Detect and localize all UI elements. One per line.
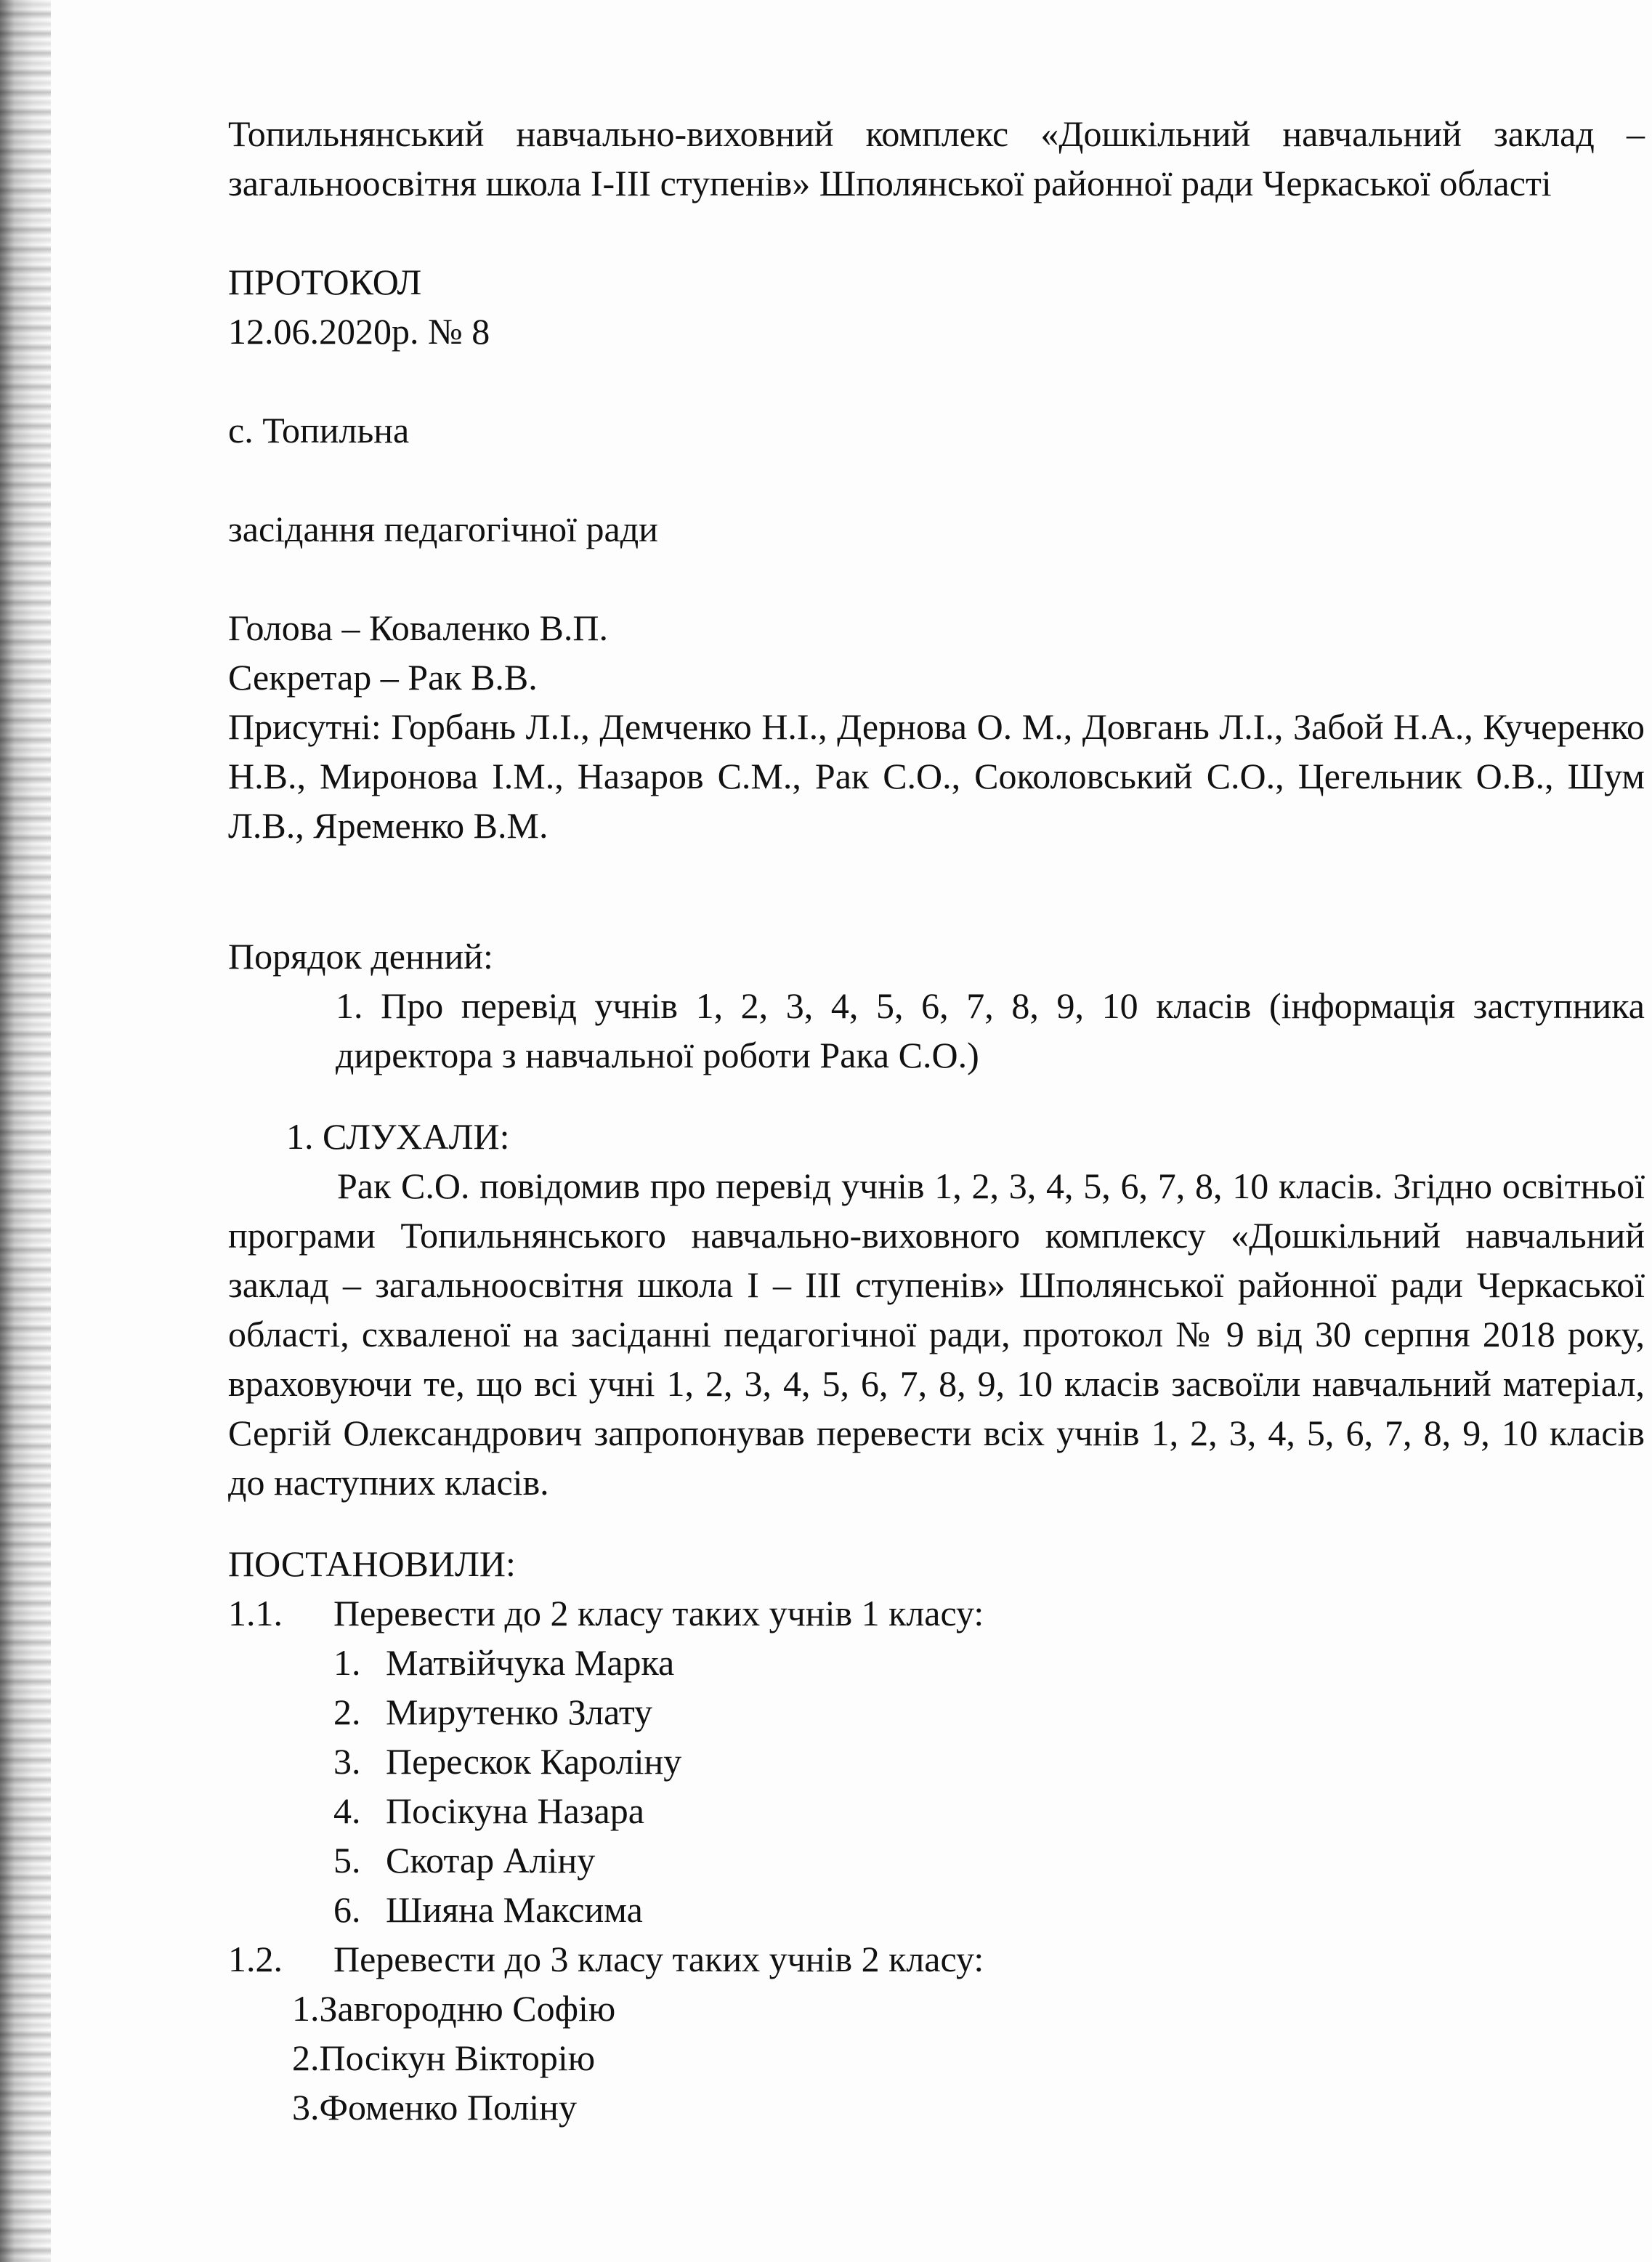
student-name: Посікуна Назара [386, 1790, 644, 1831]
list-item [333, 1786, 1645, 1835]
student-name: Перескок Кароліну [386, 1741, 682, 1782]
list-item-number: 6. [333, 1889, 361, 1930]
list-item: 1.Завгородню Софію [292, 1988, 616, 2029]
decided-title: ПОСТАНОВИЛИ: [228, 1543, 516, 1584]
protocol-body [228, 109, 1645, 2132]
agenda-title: Порядок денний: [228, 936, 493, 977]
student-list [292, 1984, 1645, 2132]
decision-item [228, 1588, 1645, 1638]
decision-text: Перевести до 2 класу таких учнів 1 класу: [333, 1593, 984, 1633]
student-name: Матвійчука Марка [386, 1642, 675, 1683]
list-item-number: 3. [333, 1741, 361, 1782]
protocol-title: ПРОТОКОЛ [228, 262, 422, 302]
heard-title: 1. СЛУХАЛИ: [286, 1116, 510, 1157]
decision-number: 1.2. [228, 1939, 283, 1979]
scan-edge-shadow [0, 0, 51, 2262]
agenda-item-text: Про перевід учнів 1, 2, 3, 4, 5, 6, 7, 8, 9, 10 класів (інформація заступника директора з навчальної роботи Рака С.О.) [336, 985, 1645, 1075]
list-item: 2.Посікун Вікторію [292, 2037, 596, 2078]
protocol-date-number: 12.06.2020р. № 8 [228, 311, 490, 352]
student-name: Шияна Максима [386, 1889, 643, 1930]
list-item [333, 1687, 1645, 1737]
agenda-item-number: 1. [336, 985, 363, 1026]
institution-header: Топильнянський навчально-виховний комплекс «Дошкільний навчальний заклад – загальноосвітня школа І-ІІІ ступенів» Шполянської районної ради Черкаської області [228, 113, 1645, 203]
meeting-type: засідання педагогічної ради [228, 509, 658, 549]
list-item-number: 4. [333, 1790, 361, 1831]
list-item [333, 1737, 1645, 1786]
secretary-line: Секретар – Рак В.В. [228, 657, 538, 698]
heard-text: Рак С.О. повідомив про перевід учнів 1, 2, 3, 4, 5, 6, 7, 8, 10 класів. Згідно освітньої програми Топильнянського навчально-виховного комплексу «Дошкільний навчальний заклад – загальноосвітня школа І – ІІІ ступенів» Шполянської районної ради Черкаської області, схваленої на засіданні педагогічної ради, протокол № 9 від 30 серпня 2018 року, враховуючи те, що всі учні 1, 2, 3, 4, 5, 6, 7, 8, 9, 10 класів засвоїли навчальний матеріал, Сергій Олександрович запропонував перевести всіх учнів 1, 2, 3, 4, 5, 6, 7, 8, 9, 10 класів до наступних класів. [228, 1166, 1645, 1503]
list-item: 3.Фоменко Поліну [292, 2087, 577, 2128]
decision-number: 1.1. [228, 1593, 283, 1633]
present-list: Присутні: Горбань Л.І., Демченко Н.І., Дернова О. М., Довгань Л.І., Забой Н.А., Кучеренко Н.В., Миронова І.М., Назаров С.М., Рак С.О., Соколовський С.О., Цегельник О.В., Шум Л.В., Яременко В.М. [228, 706, 1645, 846]
list-item-number: 5. [333, 1840, 361, 1881]
list-item [333, 1835, 1645, 1885]
student-name: Мирутенко Злату [386, 1692, 653, 1732]
student-list [333, 1638, 1645, 1934]
protocol-place: с. Топильна [228, 410, 410, 451]
list-item-number: 1. [333, 1642, 361, 1683]
list-item-number: 2. [333, 1692, 361, 1732]
agenda-item [336, 981, 1645, 1080]
student-name: Скотар Аліну [386, 1840, 596, 1881]
list-item [333, 1885, 1645, 1934]
decision-text: Перевести до 3 класу таких учнів 2 класу: [333, 1939, 984, 1979]
decision-item [228, 1934, 1645, 1984]
chair-line: Голова – Коваленко В.П. [228, 607, 608, 648]
list-item [333, 1638, 1645, 1687]
